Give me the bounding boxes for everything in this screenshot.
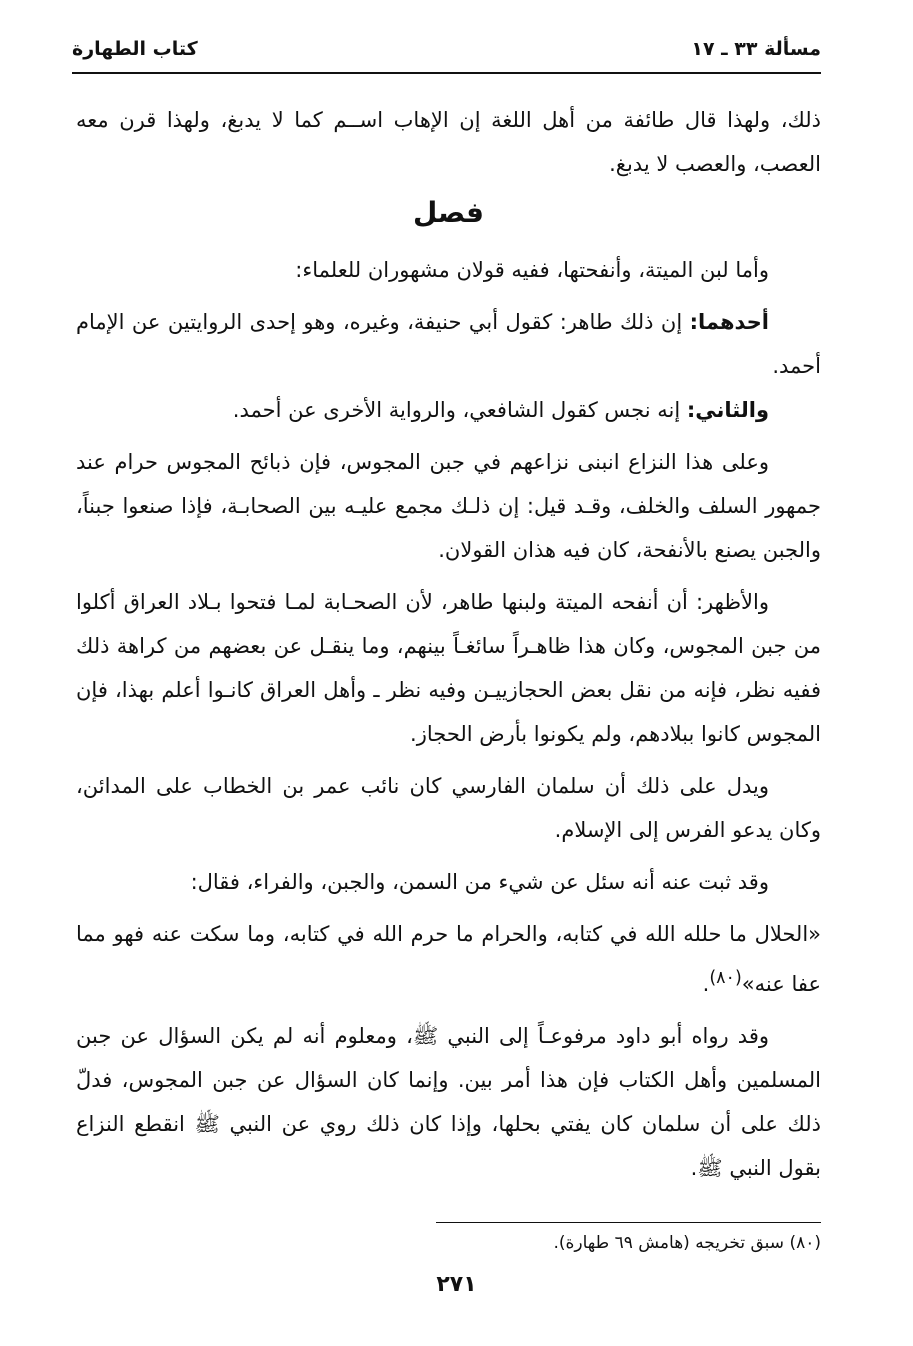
book-title-label: كتاب الطهارة bbox=[72, 38, 198, 60]
running-header bbox=[72, 38, 821, 72]
footnote-ref[interactable]: (٨٠) bbox=[709, 968, 742, 988]
paragraph-4 bbox=[76, 388, 821, 432]
paragraph-6: والأظهر: أن أنفحه الميتة ولبنها طاهر، لأن الصحـابة لمـا فتحوا بـلاد العراق أكلوا من جبن المجوس، وكان هذا ظاهـراً سائغـاً بينهم، وما ينقـل عن بعضهم من كراهة ذلك ففيه نظر، فإنه من نقل بعض الحجازييـن وفيه نظر ـ وأهل العراق كانـوا أعلم بهذا، فإن المجوس كانوا ببلادهم، ولم يكونوا بأرض الحجاز. bbox=[76, 590, 821, 746]
paragraph-2: وأما لبن الميتة، وأنفحتها، ففيه قولان مشهوران للعلماء: bbox=[295, 258, 769, 282]
footnote-divider bbox=[436, 1222, 821, 1223]
paragraph-9-quote bbox=[76, 912, 821, 1006]
paragraph-5: وعلى هذا النزاع انبنى نزاعهم في جبن المجوس، فإن ذبائح المجوس حرام عند جمهور السلف والخلف، وقـد قيل: إن ذلـك مجمع عليـه بين الصحابـة، فإذا صنعوا جبناً، والجبن يصنع بالأنفحة، كان فيه هذان القولان. bbox=[76, 450, 821, 562]
section-heading: فصل bbox=[413, 196, 484, 229]
footnote: (٨٠) سبق تخريجه (هامش ٦٩ طهارة). bbox=[553, 1233, 821, 1253]
paragraph-4-text: إنه نجس كقول الشافعي، والرواية الأخرى عن أحمد. bbox=[232, 398, 687, 422]
quote-text: «الحلال ما حلله الله في كتابه، والحرام ما حرم الله في كتابه، وما سكت عنه فهو مما عفا عنه» bbox=[76, 922, 821, 996]
paragraph-3-text: إن ذلك طاهر: كقول أبي حنيفة، وغيره، وهو إحدى الروايتين عن الإمام أحمد. bbox=[76, 310, 821, 378]
term-second-opinion: والثاني: bbox=[686, 398, 769, 422]
paragraph-10: وقد رواه أبو داود مرفوعـاً إلى النبي ﷺ، ومعلوم أنه لم يكن السؤال عن جبن المسلمين وأهل الكتاب فإن هذا أمر بين. وإنما كان السؤال عن جبن المجوس، فدلّ ذلك على أن سلمان كان يفتي بحلها، وإذا كان ذلك روي عن النبي ﷺ انقطع النزاع بقول النبي ﷺ. bbox=[76, 1024, 821, 1180]
paragraph-1: ذلك، ولهذا قال طائفة من أهل اللغة إن الإهاب اســم كما لا يدبغ، ولهذا قرن معه العصب، والعصب لا يدبغ. bbox=[76, 108, 821, 176]
paragraph-7: ويدل على ذلك أن سلمان الفارسي كان نائب عمر بن الخطاب على المدائن، وكان يدعو الفرس إلى الإسلام. bbox=[76, 774, 821, 842]
page-number: ٢٧١ bbox=[436, 1272, 477, 1297]
chapter-issue-label: مسألة ٣٣ ـ ١٧ bbox=[691, 38, 821, 60]
paragraph-3 bbox=[76, 300, 821, 388]
paragraph-8: وقد ثبت عنه أنه سئل عن شيء من السمن، والجبن، والفراء، فقال: bbox=[190, 870, 769, 894]
quote-end: . bbox=[702, 972, 710, 996]
header-divider bbox=[72, 72, 821, 74]
term-first-opinion: أحدهما: bbox=[689, 310, 769, 334]
main-text bbox=[76, 98, 821, 1190]
